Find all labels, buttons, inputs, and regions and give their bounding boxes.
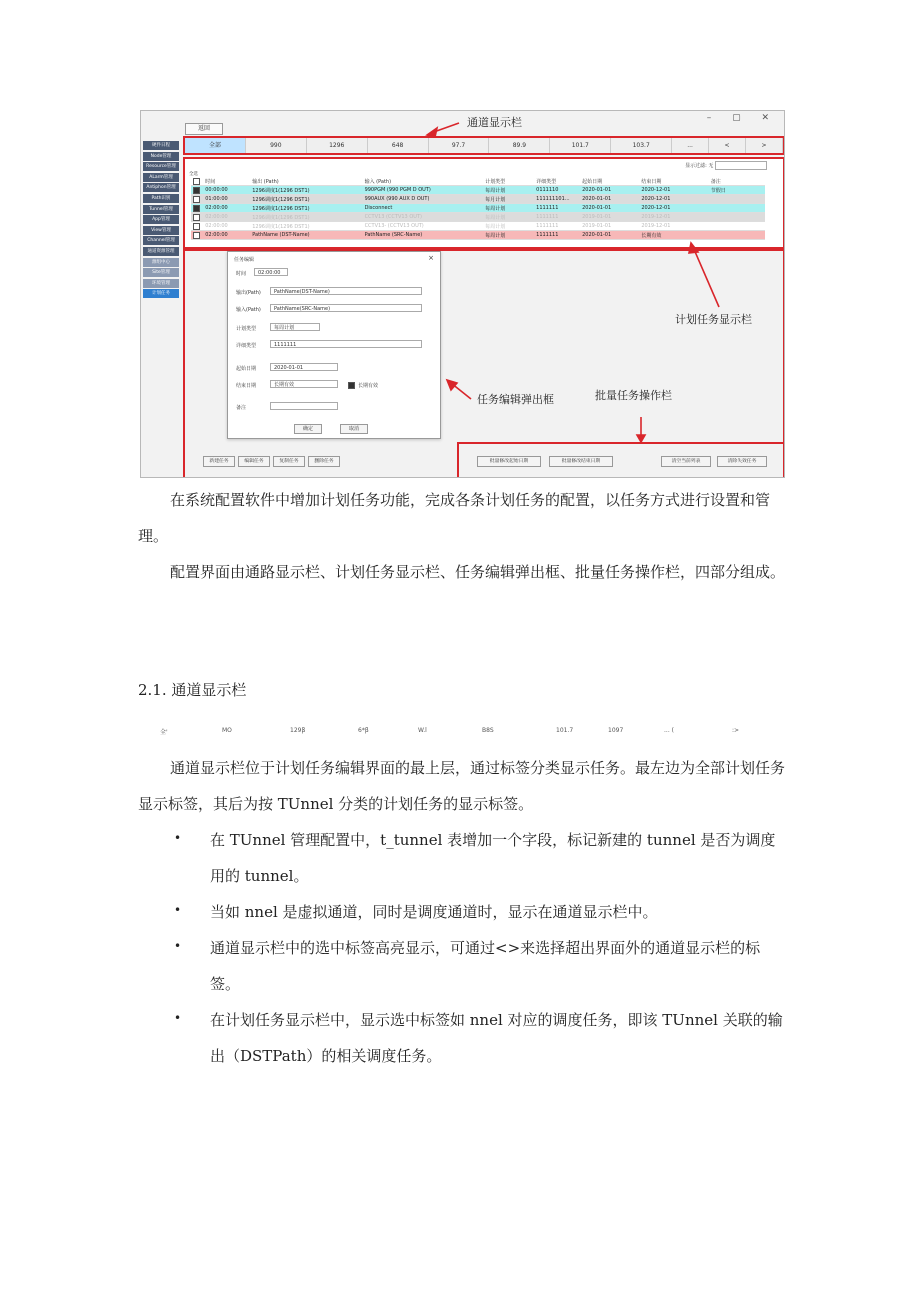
sidebar-item[interactable]: View管理 (143, 226, 179, 235)
detail-type-field[interactable]: 1111111 (270, 340, 422, 348)
edit-task-button[interactable]: 编辑任务 (238, 456, 270, 467)
clear-list-button[interactable]: 清空当前列表 (661, 456, 711, 467)
input-label: 输入(Path) (236, 307, 261, 313)
cell: PathName (SRC-Name) (363, 231, 484, 240)
cell: 2019-12-01 (639, 222, 708, 231)
screenshot-figure (140, 110, 785, 478)
detail-type-label: 详细类型 (236, 343, 257, 349)
sidebar-item[interactable]: 通道资源管理 (143, 247, 179, 256)
longterm-label: 长期有效 (358, 383, 379, 389)
tab-token: 6*β (358, 727, 369, 734)
cell: 每周计划 (483, 204, 534, 213)
cell: 2020-12-01 (639, 195, 708, 204)
sidebar-item[interactable]: App管理 (143, 215, 179, 224)
bullet-icon: • (174, 1011, 182, 1025)
sidebar-item[interactable]: 源组中心 (143, 258, 179, 267)
bullet-text: 当如 nnel 是虚拟通道，同时是调度通道时，显示在通道显示栏中。 (210, 903, 658, 921)
delete-task-button[interactable]: 删除任务 (308, 456, 340, 467)
filter-label: 显示过滤: 无 (685, 163, 714, 169)
tab-prev-button[interactable]: < (709, 138, 746, 153)
tab-all[interactable]: 全部 (185, 138, 246, 153)
dialog-title: 任务编辑 (234, 257, 255, 263)
cell: 1296调度1(1296 DST1) (250, 186, 362, 195)
paragraph-intro: 在系统配置软件中增加计划任务功能，完成各条计划任务的配置，以任务方式进行设置和管理。 (138, 491, 771, 545)
paragraph-tunnel-bar: 通道显示栏位于计划任务编辑界面的最上层，通过标签分类显示任务。最左边为全部计划任务显示标签，其后为按 TUnnel 分类的计划任务的显示标签。 (138, 759, 786, 813)
new-task-button[interactable]: 新建任务 (203, 456, 235, 467)
col-header: 计划类型 (483, 177, 534, 186)
tab-label-row (160, 727, 760, 739)
arrowhead (689, 243, 698, 253)
cell: 每周计划 (483, 186, 534, 195)
cell: 00:00:00 (203, 186, 250, 195)
output-path-field[interactable]: PathName(DST-Name) (270, 287, 422, 295)
copy-task-button[interactable]: 复制任务 (273, 456, 305, 467)
cell: 2020-01-01 (580, 186, 639, 195)
cell: PathName (DST-Name) (250, 231, 362, 240)
output-label: 输出(Path) (236, 290, 261, 296)
cell: 1111111 (534, 204, 580, 213)
note-label: 备注 (236, 405, 247, 411)
cell: 2020-12-01 (639, 204, 708, 213)
cell: 每周计划 (483, 222, 534, 231)
start-date-input[interactable]: 2020-01-01 (270, 363, 338, 371)
col-header: 备注 (709, 177, 765, 186)
cell: 111111101... (534, 195, 580, 204)
clear-expired-button[interactable]: 清除失效任务 (717, 456, 767, 467)
cell: 1111111 (534, 222, 580, 231)
tab-token: W.l (418, 727, 427, 734)
start-date-label: 起始日期 (236, 366, 257, 372)
callout-batch: 批量任务操作栏 (595, 389, 672, 402)
tab-token: :> (732, 727, 740, 734)
bullet-icon: • (174, 939, 182, 953)
arrowhead (447, 380, 457, 390)
tab-89-9[interactable]: 89.9 (489, 138, 550, 153)
sidebar-item[interactable]: 硬件日程 (143, 141, 179, 150)
plan-type-label: 计划类型 (236, 326, 257, 332)
cell: 长期有效 (639, 231, 708, 240)
tab-more[interactable]: ... (672, 138, 709, 153)
sidebar-item[interactable]: Channel管理 (143, 236, 179, 245)
sidebar-item[interactable]: Node管理 (143, 152, 179, 161)
sidebar-item[interactable]: ALarm管理 (143, 173, 179, 182)
bullet-icon: • (174, 831, 182, 845)
bullet-text: 在 TUnnel 管理配置中，t_tunnel 表增加一个字段，标记新建的 tunnel 是否为调度用的 tunnel。 (210, 831, 776, 885)
tab-97-7[interactable]: 97.7 (429, 138, 490, 153)
tab-990[interactable]: 990 (246, 138, 307, 153)
ok-button[interactable]: 确定 (294, 424, 322, 434)
callout-arrows (141, 111, 784, 477)
plan-type-select[interactable]: 每周计划 (270, 323, 320, 331)
bullet-text: 通道显示栏中的选中标签高亮显示，可通过<>来选择超出界面外的通道显示栏的标签。 (210, 939, 761, 993)
cell: 节假日 (709, 186, 765, 195)
sidebar-item[interactable]: Tunnel管理 (143, 205, 179, 214)
sidebar-item[interactable]: Antiphon管理 (143, 183, 179, 192)
sidebar-item[interactable]: Site管理 (143, 268, 179, 277)
sidebar-item[interactable]: Resource管理 (143, 162, 179, 171)
end-date-select[interactable]: 长期有效 (270, 380, 338, 388)
col-header: 结束日期 (639, 177, 708, 186)
sidebar-item[interactable]: 环境管理 (143, 279, 179, 288)
cell: 2020-01-01 (580, 231, 639, 240)
cell: 1296调度1(1296 DST1) (250, 213, 362, 222)
tab-103-7[interactable]: 103.7 (611, 138, 672, 153)
cell: 1296调度1(1296 DST1) (250, 204, 362, 213)
callout-tunnel-bar: 通道显示栏 (467, 116, 522, 129)
tab-token: 全' (160, 729, 168, 736)
cell: 02:00:00 (203, 231, 250, 240)
sidebar-item-plan-tasks[interactable]: 计划任务 (143, 289, 179, 298)
tab-token: ... ( (664, 727, 674, 734)
cell: 1111111 (534, 231, 580, 240)
cell: Disconnect (363, 204, 484, 213)
tab-token: B8S (482, 727, 494, 734)
cell: 990PGM (990 PGM D OUT) (363, 186, 484, 195)
cell: CCTV13- (CCTV13 OUT) (363, 222, 484, 231)
arrowhead (427, 128, 437, 137)
col-header: 起始日期 (580, 177, 639, 186)
cell: 02:00:00 (203, 222, 250, 231)
tab-token: 101.7 (556, 727, 574, 734)
tab-token: 1097 (608, 727, 624, 734)
cell: CCTV13 (CCTV13 OUT) (363, 213, 484, 222)
arrowhead (637, 435, 645, 442)
arrow-task-bar (693, 247, 719, 307)
cell: 1111111 (534, 213, 580, 222)
col-header: 输出 (Path) (250, 177, 362, 186)
cell: 2020-01-01 (580, 195, 639, 204)
input-path-field[interactable]: PathName(SRC-Name) (270, 304, 422, 312)
batch-start-date-button[interactable]: 批量修改起始日期 (477, 456, 541, 467)
tab-648[interactable]: 648 (368, 138, 429, 153)
time-label: 时间 (236, 271, 247, 277)
col-header: 详细类型 (534, 177, 580, 186)
cell: 每月计划 (483, 195, 534, 204)
cell: 1296调度1(1296 DST1) (250, 222, 362, 231)
col-header: 输入 (Path) (363, 177, 484, 186)
tab-next-button[interactable]: > (746, 138, 783, 153)
cell: 2020-12-01 (639, 186, 708, 195)
cell: 2019-01-01 (580, 213, 639, 222)
cell: 0111110 (534, 186, 580, 195)
cell: 2019-12-01 (639, 213, 708, 222)
cell: 01:00:00 (203, 195, 250, 204)
section-heading: 2.1. 通道显示栏 (138, 681, 247, 699)
cell: 990AUX (990 AUX D OUT) (363, 195, 484, 204)
bullet-icon: • (174, 903, 182, 917)
tab-token: MO (222, 727, 232, 734)
window-controls[interactable]: – ▢ ✕ (706, 113, 778, 123)
cell: 2019-01-01 (580, 222, 639, 231)
cell: 02:00:00 (203, 213, 250, 222)
callout-task-bar: 计划任务显示栏 (675, 313, 752, 326)
tab-token: 129β (290, 727, 306, 734)
close-icon[interactable]: × (428, 254, 434, 262)
cell: 每周计划 (483, 213, 534, 222)
time-input[interactable]: 02:00:00 (254, 268, 288, 276)
callout-dialog: 任务编辑弹出框 (477, 393, 554, 406)
cell: 1296调度1(1296 DST1) (250, 195, 362, 204)
paragraph-structure: 配置界面由通路显示栏、计划任务显示栏、任务编辑弹出框、批量任务操作栏，四部分组成。 (170, 563, 786, 581)
cell: 02:00:00 (203, 204, 250, 213)
tab-101-7[interactable]: 101.7 (550, 138, 611, 153)
cell: 每周计划 (483, 231, 534, 240)
cancel-button[interactable]: 取消 (340, 424, 368, 434)
cell: 2020-01-01 (580, 204, 639, 213)
tab-1296[interactable]: 1296 (307, 138, 368, 153)
sidebar-item[interactable]: Path识别 (143, 194, 179, 203)
col-header: 时间 (203, 177, 250, 186)
bullet-text: 在计划任务显示栏中，显示选中标签如 nnel 对应的调度任务，即该 TUnnel 关联的输出（DSTPath）的相关调度任务。 (210, 1011, 783, 1065)
back-button[interactable]: 返回 (185, 123, 223, 135)
select-all-label: 全选 (189, 172, 198, 177)
batch-end-date-button[interactable]: 批量修改结束日期 (549, 456, 613, 467)
end-date-label: 结束日期 (236, 383, 257, 389)
